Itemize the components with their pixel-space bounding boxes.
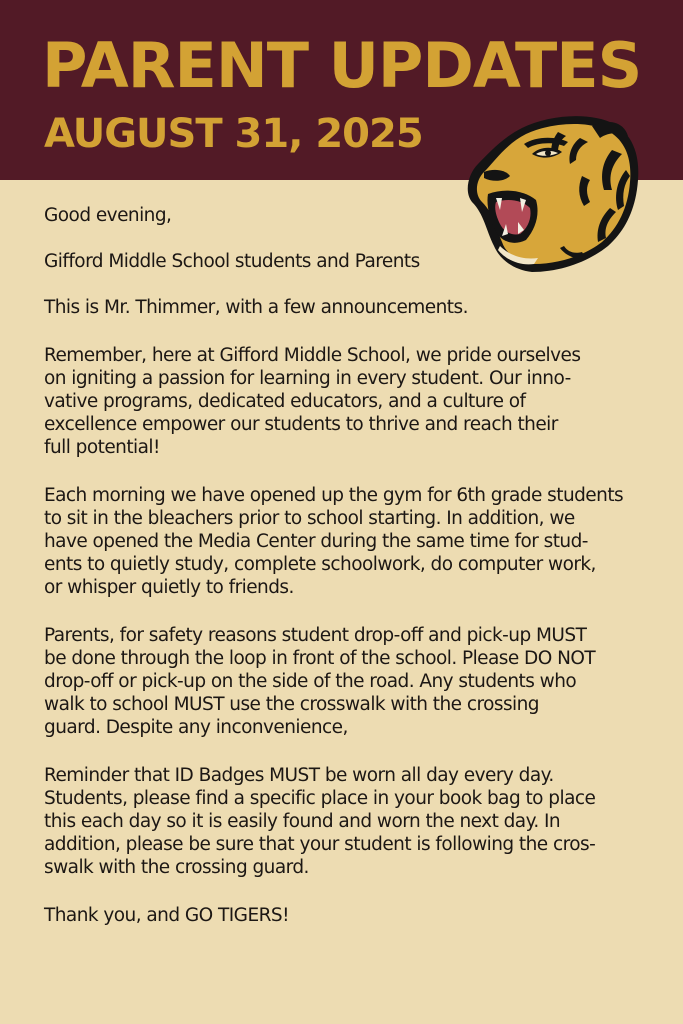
- mission-line: full potential!: [44, 437, 160, 458]
- morning-line: Each morning we have opened up the gym for 6th grade students: [44, 485, 624, 506]
- badge-line: Reminder that ID Badges MUST be worn all day every day.: [44, 765, 554, 786]
- safety-line: Parents, for safety reasons student drop-off and pick-up MUST: [44, 625, 587, 646]
- mission-line: vative programs, dedicated educators, and a culture of: [44, 391, 526, 412]
- page-title: PARENT UPDATES: [42, 29, 642, 102]
- badge-line: Students, please find a specific place in your book bag to place: [44, 788, 596, 809]
- morning-line: to sit in the bleachers prior to school starting. In addition, we: [44, 508, 575, 529]
- safety-paragraph: [44, 624, 659, 739]
- safety-line: be done through the loop in front of the school. Please DO NOT: [44, 648, 596, 669]
- closing: Thank you, and GO TIGERS!: [44, 905, 289, 926]
- safety-line: guard. Despite any inconvenience,: [44, 717, 348, 738]
- morning-line: have opened the Media Center during the same time for stud-: [44, 531, 588, 552]
- morning-line: ents to quietly study, complete schoolwork, do computer work,: [44, 554, 596, 575]
- page-date: AUGUST 31, 2025: [44, 111, 423, 157]
- mission-line: on igniting a passion for learning in every student. Our inno-: [44, 368, 571, 389]
- badge-paragraph: [44, 764, 659, 879]
- mission-line: Remember, here at Gifford Middle School, we pride ourselves: [44, 345, 581, 366]
- safety-line: drop-off or pick-up on the side of the road. Any students who: [44, 671, 577, 692]
- badge-line: addition, please be sure that your student is following the cros-: [44, 834, 596, 855]
- mission-line: excellence empower our students to thrive and reach their: [44, 414, 558, 435]
- intro: This is Mr. Thimmer, with a few announcements.: [44, 297, 468, 318]
- mission-paragraph: [44, 344, 659, 459]
- addressee: Gifford Middle School students and Parents: [44, 251, 420, 272]
- letter-body: [44, 204, 659, 927]
- greeting: Good evening,: [44, 205, 172, 226]
- morning-line: or whisper quietly to friends.: [44, 577, 294, 598]
- badge-line: swalk with the crossing guard.: [44, 857, 309, 878]
- morning-paragraph: [44, 484, 659, 599]
- badge-line: this each day so it is easily found and worn the next day. In: [44, 811, 561, 832]
- safety-line: walk to school MUST use the crosswalk with the crossing: [44, 694, 540, 715]
